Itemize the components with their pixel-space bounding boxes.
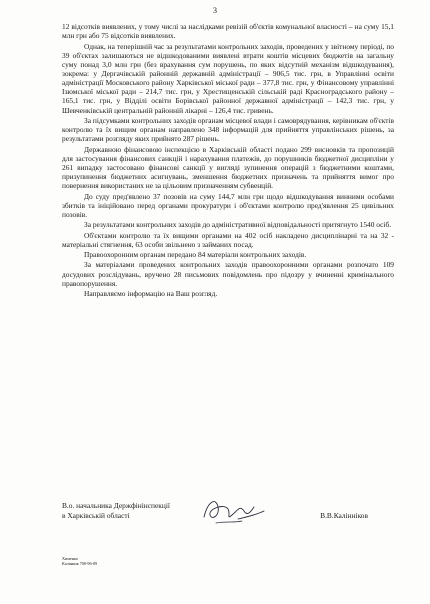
paragraph-6: За результатами контрольних заходів до адміністративної відповідальності притягнуто 1540 осіб. (84, 220, 392, 230)
paragraph-4: Державною фінансовою інспекцією в Харківській області подано 299 висновків та пропозицій для застосування фінансових санкцій і нарахування платежів, до порушників бюджетної дисципліни у 261 випадку застосовано фінансові санкції у вигляді зупинення операцій з бюджетними коштами, призупинення бюджетних асигнувань, зменшення бюджетних призначень та прийняття вимог про повернення використаних не за цільовим призначенням субвенцій. (62, 144, 394, 191)
signature-block (62, 501, 394, 520)
paragraph-7: Об'єктами контролю та їх вищими органами на 402 осіб накладено дисциплінарні та на 32 - матеріальні стягнення, 63 особи звільнено з займаних посад. (62, 230, 394, 249)
executor-name: Хименко (62, 556, 78, 561)
signer-position-line1: В.о. начальника Держфінінспекції (62, 501, 170, 510)
signer-name: В.В.Калінніков (320, 510, 368, 520)
paragraph-10: Направляємо інформацію на Ваш розгляд. (84, 289, 218, 299)
executor-phone: Калінник 700-96-09 (62, 561, 98, 567)
paragraph-3: За підсумками контрольних заходів органам місцевої влади і самоврядування, керівникам об'єктів контролю та їх вищим органам направлено 348 інформацій для прийняття управлінських рішень, за результатами розгляду яких прийнято 287 рішень. (62, 115, 394, 144)
paragraph-1: 12 відсотків виявлених, у тому числі за наслідками ревізій об'єктів комунальної власності – на суму 15,1 млн грн або 75 відсотків виявлених. (62, 22, 394, 41)
executor-note (62, 556, 97, 566)
paragraph-8: Правоохоронним органам передано 84 матеріали контрольних заходів. (84, 250, 307, 260)
paragraph-2: Однак, на теперішній час за результатами контрольних заходів, проведених у звітному періоді, по 39 об'єктах залишаються не відшкодованими виявлені втрати коштів місцевих бюджетів на загальну суму понад 3,0 млн грн (без врахування сум порушень, по яких відсутній механізм відшкодування), зокрема: у Дергачівській районній державній адміністрації – 906,5 тис. грн, в Управлінні освіти адміністрації Московського району Харківської міської ради – 377,8 тис. грн, у Фінансовому управлінні Ізюмської міської ради – 214,7 тис. грн, у Хрестищенській сільській раді Красноградського району – 165,1 тис. грн, у Відділі освіти Борівської районної державної адміністрації – 142,3 тис. грн, у Шевченківській центральній районній лікарні – 126,4 тис. гривень. (62, 41, 394, 115)
paragraph-5: До суду пред'явлено 37 позовів на суму 144,7 млн грн щодо відшкодування винними особами збитків та ініційовано перед органами прокуратури і об'єктами контролю пред'явлення 25 цивільних позовів. (62, 191, 394, 219)
page-number: 3 (213, 6, 217, 15)
document-body (62, 22, 394, 299)
paragraph-9: За матеріалами проведених контрольних заходів правоохоронними органами розпочато 109 досудових розслідувань, вручено 28 письмових повідомлень про підозру у вчиненні кримінального правопорушення. (62, 260, 394, 288)
signer-position-line2: в Харківській області (62, 510, 130, 520)
